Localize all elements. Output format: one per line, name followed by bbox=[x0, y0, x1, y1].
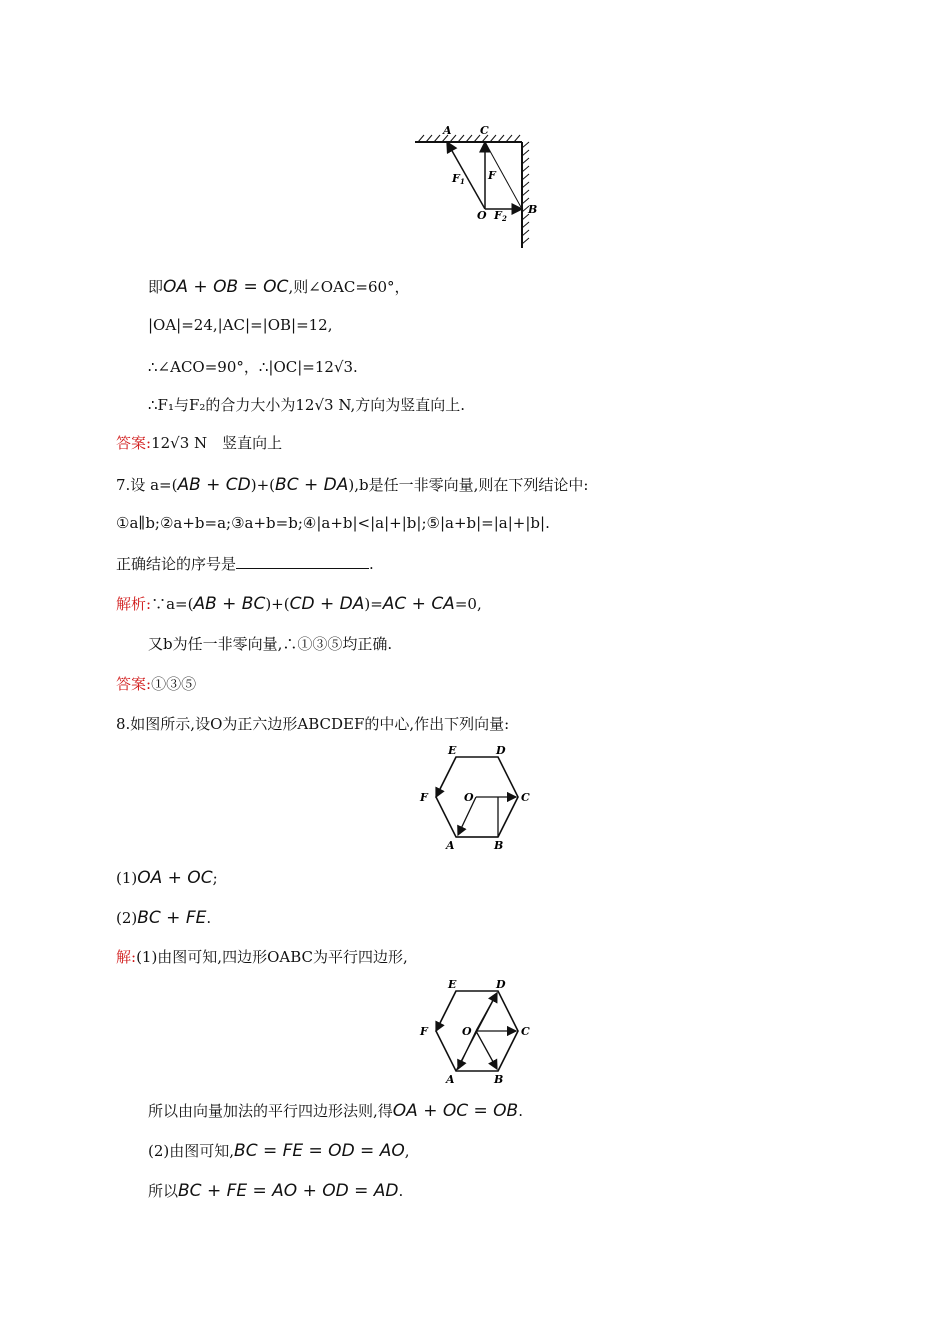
label-O: O bbox=[477, 209, 487, 222]
hex1-label-D: D bbox=[496, 744, 506, 757]
label-F1-sub: 1 bbox=[460, 177, 465, 186]
answer-7: 答案:①③⑤ bbox=[116, 675, 197, 693]
hex1-label-E: E bbox=[448, 744, 457, 757]
question-7-ask: 正确结论的序号是 . bbox=[116, 555, 374, 573]
question-8-part-2: (2)BC + FE. bbox=[116, 908, 212, 928]
solution-line-2: |OA|=24,|AC|=|OB|=12, bbox=[148, 316, 333, 334]
force-diagram bbox=[410, 122, 550, 252]
hex2-label-O: O bbox=[462, 1025, 472, 1038]
hexagon-figure-1 bbox=[412, 742, 552, 857]
hex2-label-E: E bbox=[448, 978, 457, 991]
hex1-label-A: A bbox=[446, 839, 455, 852]
solution-line-3: ∴∠ACO=90°，∴|OC|=12√3. bbox=[148, 358, 358, 376]
label-C: C bbox=[480, 124, 489, 137]
hex1-label-B: B bbox=[494, 839, 504, 852]
hex2-label-C: C bbox=[521, 1025, 530, 1038]
label-F2-sub: 2 bbox=[502, 214, 507, 223]
hex2-label-B: B bbox=[494, 1073, 504, 1086]
solution-8: 解:(1)由图可知,四边形OABC为平行四边形, bbox=[116, 948, 408, 966]
hex1-label-F: F bbox=[420, 791, 428, 804]
answer-blank bbox=[236, 556, 369, 569]
solution-7: 解析:∵a=(AB + BC)+(CD + DA)=AC + CA=0, bbox=[116, 594, 482, 614]
hex2-label-A: A bbox=[446, 1073, 455, 1086]
label-A: A bbox=[443, 124, 452, 137]
hex2-label-F: F bbox=[420, 1025, 428, 1038]
hex1-label-C: C bbox=[521, 791, 530, 804]
question-7: 7.设 a=(AB + CD)+(BC + DA),b是任一非零向量,则在下列结论中: bbox=[116, 475, 589, 495]
label-B: B bbox=[528, 203, 538, 216]
label-F1: F bbox=[452, 172, 460, 185]
label-F2: F bbox=[494, 209, 502, 222]
question-8: 8.如图所示,设O为正六边形ABCDEF的中心,作出下列向量: bbox=[116, 715, 510, 733]
hexagon-figure-2 bbox=[412, 977, 552, 1087]
question-7-options: ①a∥b;②a+b=a;③a+b=b;④|a+b|<|a|+|b|;⑤|a+b|=|a|+|b|. bbox=[116, 514, 550, 532]
hex1-label-O: O bbox=[464, 791, 474, 804]
solution-8-d: 所以BC + FE = AO + OD = AD. bbox=[148, 1181, 404, 1201]
question-8-part-1: (1)OA + OC; bbox=[116, 868, 218, 888]
label-F: F bbox=[488, 169, 496, 182]
solution-8-c: (2)由图可知,BC = FE = OD = AO, bbox=[148, 1141, 410, 1161]
solution-line-1: 即OA + OB = OC,则∠OAC=60°， bbox=[148, 277, 410, 297]
solution-7-b: 又b为任一非零向量,∴①③⑤均正确. bbox=[148, 635, 393, 653]
solution-8-b: 所以由向量加法的平行四边形法则,得OA + OC = OB. bbox=[148, 1101, 523, 1121]
solution-line-4: ∴F₁与F₂的合力大小为12√3 N,方向为竖直向上. bbox=[148, 396, 466, 414]
answer-6: 答案:12√3 N 竖直向上 bbox=[116, 434, 283, 452]
hex2-label-D: D bbox=[496, 978, 506, 991]
